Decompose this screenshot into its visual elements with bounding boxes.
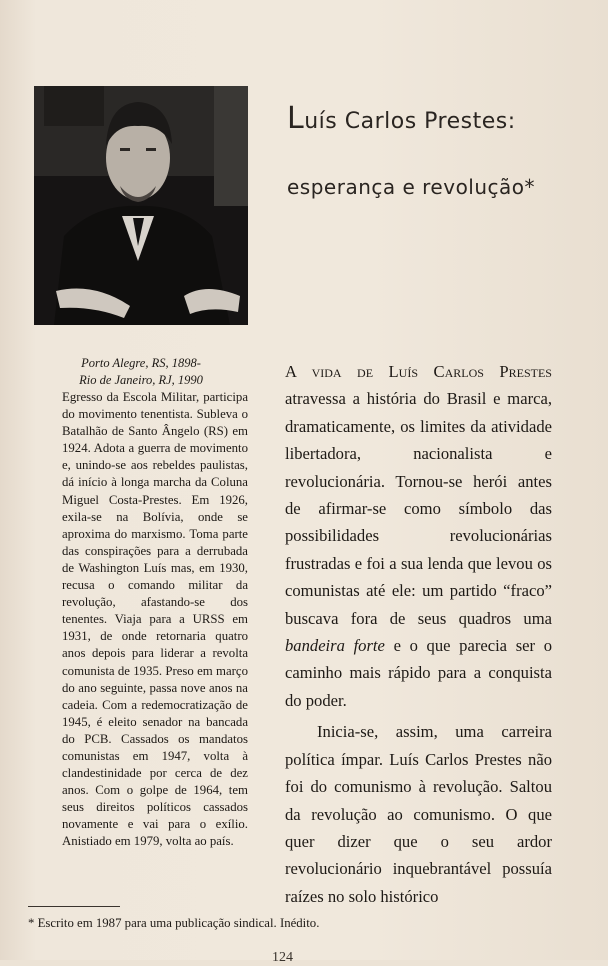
portrait-image bbox=[34, 86, 248, 325]
portrait-photo bbox=[34, 86, 248, 325]
footnote: * Escrito em 1987 para uma publicação sindical. Inédito. bbox=[28, 916, 320, 930]
title-line-1 bbox=[287, 101, 587, 137]
title-initial: L bbox=[287, 101, 305, 136]
biography-text: Egresso da Escola Militar, participa do movimento tenentista. Subleva o Batalhão de Santo Ângelo (RS) em 1924. Adota a guerra de movimento e, unindo-se aos rebeldes paulistas, dá início à longa marcha da Coluna Miguel Costa-Prestes. Em 1926, exila-se na Bolívia, onde se aproxima do marxismo. Toma parte das conspirações para a derrubada de Washington Luís mas, em 1930, recusa o comando militar da revolução, afastando-se dos tenentes. Viaja para a URSS em 1931, de onde retornaria quatro anos depois para liderar a revolta comunista de 1935. Preso em março do ano seguinte, passa nove anos na cadeia. Com a redemocratização de 1945, é eleito senador na bancada do PCB. Cassados os mandatos comunistas em 1947, volta à clandestinidade por cerca de dez anos. Com o golpe de 1964, tem seus direitos políticos cassados novamente e vai para o exílio. Anistiado em 1979, volta ao país. bbox=[62, 390, 248, 849]
photo-caption bbox=[34, 355, 248, 389]
caption-line-1: Porto Alegre, RS, 1898- bbox=[81, 356, 201, 370]
paragraph-1-italic: bandeira forte bbox=[285, 636, 385, 656]
title-line-1-rest: uís Carlos Prestes: bbox=[304, 109, 516, 134]
title-line-2: esperança e revolução* bbox=[287, 175, 536, 199]
paragraph-1-lead: A vida de Luís Carlos Prestes bbox=[285, 362, 552, 381]
main-body-text bbox=[285, 358, 552, 910]
paragraph-1-part-2: e o que parecia ser o caminho mais rápido para a conquista do poder. bbox=[285, 636, 552, 710]
paragraph-1-part-1: atravessa a história do Brasil e marca, dramaticamente, os limites da atividade libertadora, nacionalista e revolucionária. Tornou-se herói antes de afirmar-se como símbolo das possibilidades revolucionárias frustradas e foi a sua lenda que levou os comunistas até ele: um partido “fraco” buscava fora de seus quadros uma bbox=[285, 389, 552, 628]
chapter-title bbox=[287, 101, 587, 199]
page-number: 124 bbox=[272, 950, 293, 965]
paragraph-2: Inicia-se, assim, uma carreira política ímpar. Luís Carlos Prestes não foi do comunismo à revolução. Saltou da revolução ao comunismo. O que quer dizer que o seu ardor revolucionário inquebrantável possuía raízes no solo histórico bbox=[285, 722, 552, 906]
caption-line-2: Rio de Janeiro, RJ, 1990 bbox=[79, 373, 203, 387]
paragraph-1 bbox=[285, 358, 552, 714]
footnote-divider bbox=[28, 906, 120, 907]
